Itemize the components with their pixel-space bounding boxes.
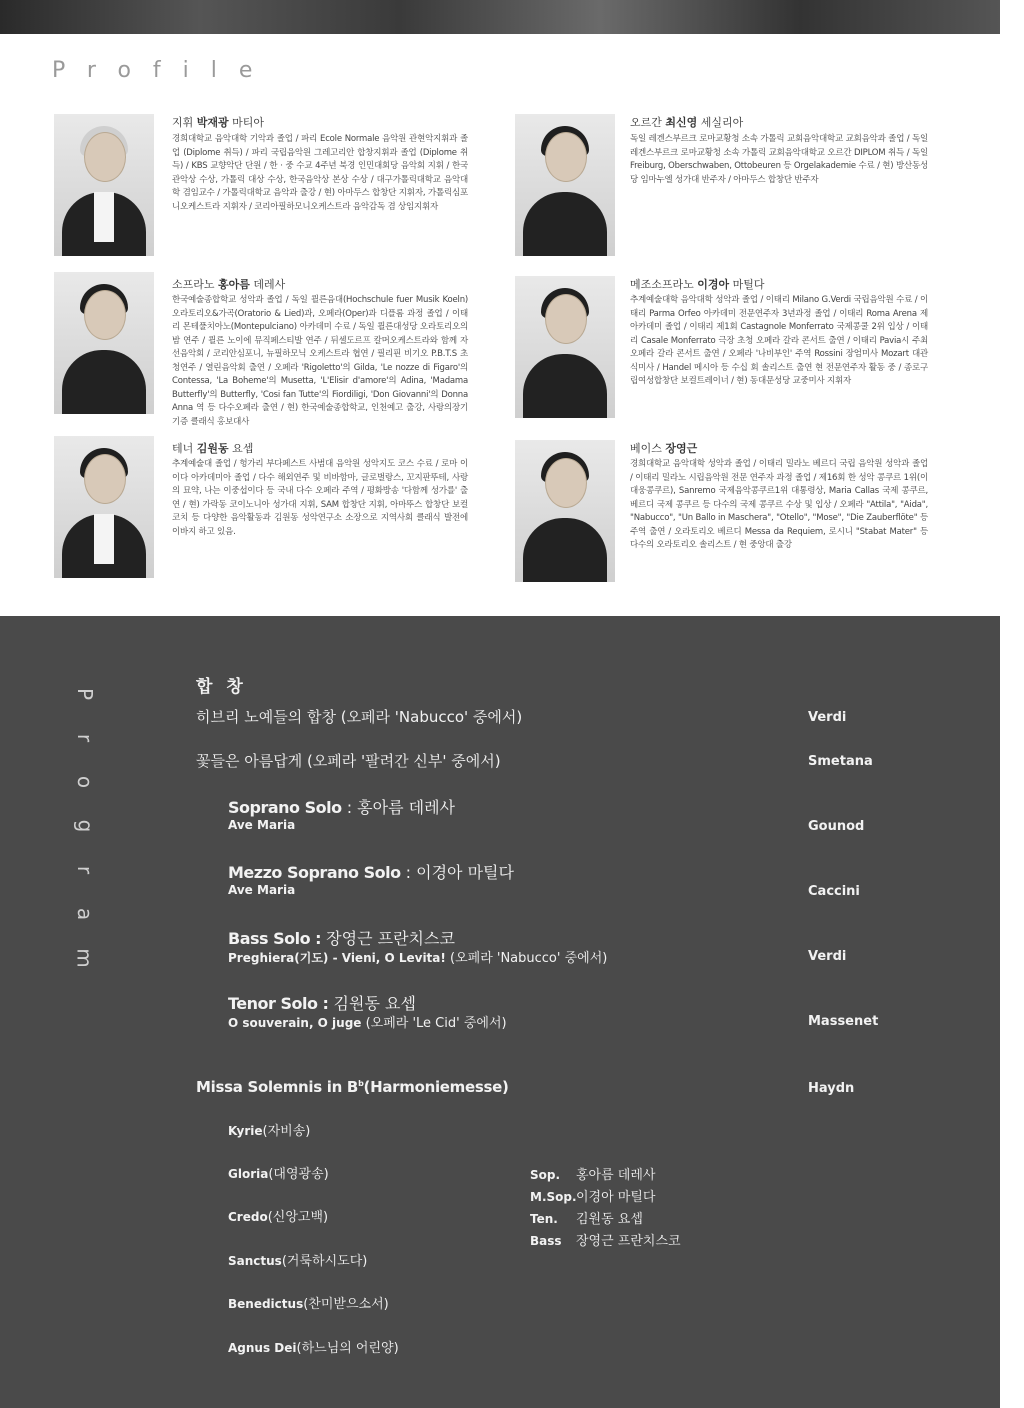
program-title-letter: o	[73, 775, 97, 789]
choir-heading: 합 창	[196, 677, 247, 697]
solo-composer: Caccini	[808, 884, 860, 899]
program-title-letter: m	[72, 948, 97, 968]
solo-heading: Tenor Solo : 김원동 요셉	[228, 994, 416, 1013]
mass-part: Sanctus(거룩하시도다)	[228, 1254, 368, 1269]
program-title-letter: r	[72, 733, 97, 743]
page-margin	[1000, 616, 1024, 1408]
solo-composer: Verdi	[808, 949, 847, 964]
choir-item-title: 히브리 노예들의 합창 (오페라 'Nabucco' 중에서)	[196, 708, 523, 726]
mezzo-photo	[515, 276, 615, 418]
cast-row: Sop. 홍아름 데레사	[530, 1168, 656, 1183]
solo-piece: Preghiera(기도) - Vieni, O Levita! (오페라 'Nabucco' 중에서)	[228, 951, 608, 966]
organist-name: 오르간 최신영 세실리아	[630, 116, 744, 129]
program-title	[70, 672, 100, 980]
conductor-name: 지휘 박재광 마티아	[172, 116, 265, 129]
mass-title: Missa Solemnis in $B^b(Harmoniemesse)$	[196, 1078, 509, 1096]
program-title-letter: a	[72, 907, 97, 921]
organist-photo	[515, 114, 615, 256]
program-title-letter: P	[73, 687, 97, 701]
solo-composer: Massenet	[808, 1014, 879, 1029]
solo-piece: O souverain, O juge (오페라 'Le Cid' 중에서)	[228, 1016, 507, 1031]
header-photo-strip	[0, 0, 1000, 34]
solo-piece: Ave Maria	[228, 818, 296, 832]
cast-row: Ten. 김원동 요셉	[530, 1212, 643, 1227]
mass-part: Gloria(대영광송)	[228, 1167, 329, 1182]
choir-item-composer: Smetana	[808, 754, 873, 769]
cast-row: Bass 장영근 프란치스코	[530, 1234, 681, 1249]
solo-heading: Mezzo Soprano Solo : 이경아 마틸다	[228, 863, 514, 882]
mass-composer: Haydn	[808, 1081, 855, 1096]
solo-piece: Ave Maria	[228, 883, 296, 897]
mass-part: Credo(신앙고백)	[228, 1210, 329, 1225]
organist-bio: 독일 레겐스부르크 로마교황청 소속 가톨릭 교회음악대학교 교회음악과 졸업 / 독일 레겐스부르크 로마교황청 소속 가톨릭 교회음악대학교 오르간 DIPLOM 취득 / 독일 Freiburg, Oberschwaben, Ottobeuren 등 Orgelakademie 수료 / 현) 방산동성당 임마누엘 성가대 반주자 / 아마두스 합창단 반주자	[630, 134, 928, 185]
mass-part: Kyrie(자비송)	[228, 1124, 311, 1139]
mass-part: Agnus Dei(하느님의 어린양)	[228, 1341, 399, 1356]
soprano-name: 소프라노 홍아름 데레사	[172, 278, 286, 291]
profile-title: Profile	[52, 58, 275, 83]
mezzo-name: 메조소프라노 이경아 마틸다	[630, 278, 765, 291]
mezzo-bio: 추계예술대학 음악대학 성악과 졸업 / 이태리 Milano G.Verdi 국립음악원 수료 / 이태리 Parma Orfeo 아카데미 전문연주자 3년과정 졸업 / 이태리 Roma Arena 제 아카데미 졸업 / 이태리 제1회 Castagnole Monferrato 국제콩쿨 2위 입상 / 이태리 Casale Monferrato 극장 초청 오페라 갈라 콘서트 출연 / 이태리 Pavia시 주최 오페라 갈라 콘서트 출연 / 오페라 '나비부인' 주역 Rossini 장엄미사 Mozart 대관식미사 / Handel 메시아 등 수십 회 솔리스트 출연 현 전문연주자 활동 중 / 종로구립여성합창단 보컬트레이너 / 현) 동대문성당 교중미사 지휘자	[630, 295, 928, 386]
mass-part: Benedictus(찬미받으소서)	[228, 1297, 389, 1312]
conductor-photo	[54, 114, 154, 256]
choir-item-composer: Verdi	[808, 710, 847, 725]
cast-row: M.Sop.이경아 마틸다	[530, 1190, 656, 1205]
solo-heading: Bass Solo : 장영근 프란치스코	[228, 929, 455, 948]
choir-item-title: 꽃들은 아름답게 (오페라 '팔려간 신부' 중에서)	[196, 752, 501, 770]
program-title-letter: g	[72, 819, 97, 833]
tenor-name: 테너 김원동 요셉	[172, 442, 254, 455]
bass-name: 베이스 장영근	[630, 442, 698, 455]
solo-composer: Gounod	[808, 819, 865, 834]
program-title-letter: r	[72, 865, 97, 875]
tenor-photo	[54, 436, 154, 578]
conductor-bio: 경희대학교 음악대학 기악과 졸업 / 파리 Ecole Normale 음악원 관현악지휘과 졸업 (Diplome 취득) / 파리 국립음악원 그레고리안 합창지휘과 졸업 (Diplome 취득) / KBS 교향악단 단원 / 한 · 중 수교 4주년 북경 인민대회당 음악회 지휘 / 한국 관악상 수상, 가톨릭 대상 수상, 한국음악상 본상 수상 / 대구가톨릭대학교 음악대학 겸임교수 / 가톨릭대학교 음악과 출강 / 현) 아마두스 합창단 지휘자, 가톨릭심포니오케스트라 지휘자 / 코리아필하모니오케스트라 음악감독 겸 상임지휘자	[172, 134, 469, 212]
bass-photo	[515, 440, 615, 582]
soprano-photo	[54, 272, 154, 414]
bass-bio: 경희대학교 음악대학 성악과 졸업 / 이태리 밀라노 베르디 국립 음악원 성악과 졸업 / 이태리 밀라노 시립음악원 전문 연주자 과정 졸업 / 제16회 한 성악 콩쿠르 1위(이대웅콩쿠르), Sanremo 국제음악콩쿠르1위 대통령상, Maria Callas 국제 콩쿠르, 베르디 국제 콩쿠르 등 다수의 국제 콩쿠르 수상 및 입상 / 오페라 "Attila", "Aida", "Nabucco", "Un Ballo in Maschera", "Otello", "Mose", "Die Zauberflöte" 등 주역 출연 / 오라토리오 베르디 Messa da Requiem, 로시니 "Stabat Mater" 등 다수의 오라토리오 솔리스트 / 현 중앙대 출강	[630, 459, 928, 550]
tenor-bio: 추계예술대 졸업 / 헝가리 부다페스트 사범대 음악원 성악지도 코스 수료 / 로마 이이다 아카데미아 졸업 / 다수 해외연주 및 비바함마, 글로벌랑스, 꼬지판뚜테, 사랑의 묘약, 나는 이중섭이다 등 국내 다수 오페라 주역 / 평화방송 '다함께 성가를' 출연 / 현) 가락동 코이노니아 성가대 지휘, SAM 합창단 지휘, 아마뚜스 합창단 보컬코치 등 다양한 음악활동과 김원동 성악연구소 소장으로 지역사회 클래식 발전에 이바지 하고 있음.	[172, 459, 468, 537]
soprano-bio: 한국예술종합학교 성악과 졸업 / 독일 쾰른음대(Hochschule fuer Musik Koeln) 오라토리오&가곡(Oratorio & Lied)과, 오페라(Oper)과 디플롬 과정 졸업 / 이태리 몬테풀치아노(Montepulciano) 아카데미 수료 / 독일 쾰른대성당 오라토리오의 밤 연주 / 쾰른 노이에 뮤직페스티발 연주 / 뒤셀도르프 칼머오케스트라와 함께 자선음악회 / 코리안심포니, 뉴필하모닉 오케스트라 협연 / 필리핀 비기오 P.B.T.S 초청연주 / 열린음악회 출연 / 오페라 'Rigoletto'의 Gilda, 'Le nozze di Figaro'의 Contessa, 'La Boheme'의 Musetta, 'L'Elisir d'amore'의 Adina, 'Madama Butterfly'의 Butterfly, 'Cosi fan Tutte'의 Fiordiligi, 'Don Giovanni'의 Donna Anna 역 등 다수오페라 출연 / 현) 한국예술종합학교, 인천예고 출강, 사랑의장기기증 클래식 홍보대사	[172, 295, 468, 427]
solo-heading: Soprano Solo : 홍아름 데레사	[228, 798, 455, 817]
page-margin	[1000, 0, 1024, 34]
